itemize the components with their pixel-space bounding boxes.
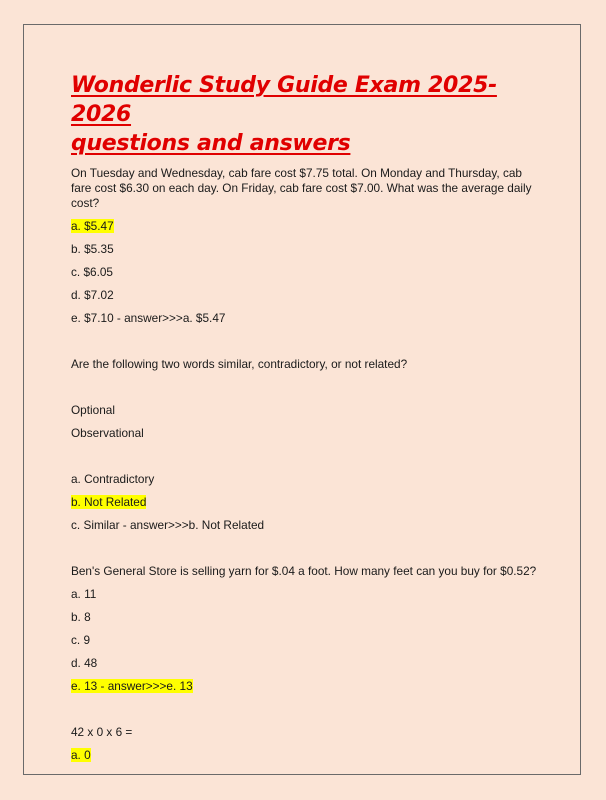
question-3-text: Ben's General Store is selling yarn for $.04 a foot. How many feet can you buy for $0.52? bbox=[71, 564, 537, 578]
q1-option-d: d. $7.02 bbox=[71, 288, 114, 302]
q3-option-b: b. 8 bbox=[71, 610, 91, 624]
spacer bbox=[71, 449, 541, 472]
q3-option-c: c. 9 bbox=[71, 633, 91, 647]
q3-option-a: a. 11 bbox=[71, 587, 97, 601]
q3-option-e-text: e. 13 - answer>>>e. 13 bbox=[71, 679, 193, 693]
q2-option-b bbox=[71, 495, 541, 510]
q3-option-e-with-answer bbox=[71, 679, 541, 694]
spacer bbox=[71, 380, 541, 403]
q1-option-a-text: a. $5.47 bbox=[71, 219, 114, 233]
q2-option-a: a. Contradictory bbox=[71, 472, 155, 486]
q2-word-1: Optional bbox=[71, 403, 115, 417]
title-line-1: Wonderlic Study Guide Exam 2025-2026 bbox=[71, 73, 497, 127]
document-title bbox=[71, 71, 541, 158]
q2-word-2: Observational bbox=[71, 426, 144, 440]
question-2-text: Are the following two words similar, contradictory, or not related? bbox=[71, 357, 408, 371]
question-1-text: On Tuesday and Wednesday, cab fare cost $7.75 total. On Monday and Thursday, cab fare cost $6.30 on each day. On Friday, cab fare cost $7.00. What was the average daily cost? bbox=[71, 166, 532, 210]
q3-option-d: d. 48 bbox=[71, 656, 98, 670]
q4-option-a-text: a. 0 bbox=[71, 748, 91, 762]
q1-option-e-with-answer: e. $7.10 - answer>>>a. $5.47 bbox=[71, 311, 226, 325]
title-line-2: questions and answers bbox=[71, 131, 351, 156]
question-4-text: 42 x 0 x 6 = bbox=[71, 725, 133, 739]
spacer bbox=[71, 334, 541, 357]
q1-option-b: b. $5.35 bbox=[71, 242, 114, 256]
q4-option-a bbox=[71, 748, 541, 763]
q2-option-b-text: b. Not Related bbox=[71, 495, 147, 509]
spacer bbox=[71, 702, 541, 725]
spacer bbox=[71, 541, 541, 564]
q2-option-c-with-answer: c. Similar - answer>>>b. Not Related bbox=[71, 518, 265, 532]
q1-option-a bbox=[71, 219, 541, 234]
document-body bbox=[71, 71, 541, 771]
q1-option-c: c. $6.05 bbox=[71, 265, 113, 279]
